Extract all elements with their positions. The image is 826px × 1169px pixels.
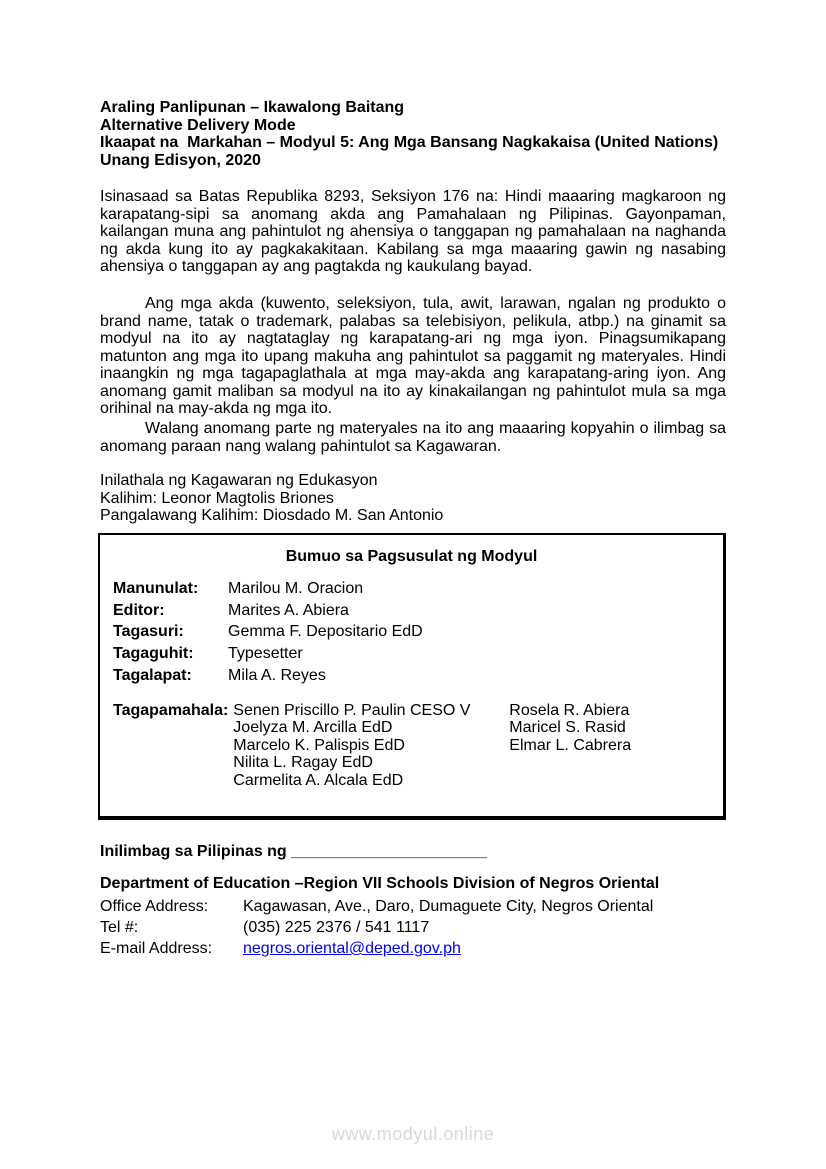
telephone-value: (035) 225 2376 / 541 1117 — [243, 919, 430, 936]
restriction-paragraph: Walang anomang parte ng materyales na ito ang maaaring kopyahin o ilimbag sa anomang paraan nang walang pahintulot sa Kagawaran. — [100, 420, 726, 455]
credits-label: Tagalapat: — [113, 666, 192, 684]
header-module-title-line: Ikaapat na Markahan – Modyul 5: Ang Mga Bansang Nagkakaisa (United Nations) — [100, 134, 719, 151]
telephone-label: Tel #: — [100, 919, 139, 936]
copyright-paragraph: Isinasaad sa Batas Republika 8293, Seksiyon 176 na: Hindi maaaring magkaroon ng karapatang-sipi sa anomang akda ang Pamahalaan ng Pilipinas. Gayonpaman, kailangan muna ang pahintulot ng ahensiya o tanggapan ng pamahalaan na naghanda ng akda kung ito ay pagkakakitaan. Kabilang sa mga maaaring gawin ng nasabing ahensiya o tanggapan ay ang pagtakda ng kaukulang bayad. — [100, 188, 726, 275]
credits-box-title: Bumuo sa Pagsusulat ng Modyul — [285, 548, 538, 565]
credits-row-editor — [113, 600, 723, 622]
telephone-row — [100, 917, 726, 938]
header-subject-line: Araling Panlipunan – Ikawalong Baitang — [100, 99, 405, 116]
credits-value: Gemma F. Depositario EdD — [228, 623, 423, 641]
credits-row-illustrator — [113, 643, 723, 665]
credits-value: Typesetter — [228, 645, 303, 663]
email-link[interactable]: negros.oriental@deped.gov.ph — [243, 940, 461, 957]
printed-by-line — [100, 843, 726, 861]
management-name: Maricel S. Rasid — [509, 719, 626, 737]
credits-row-layout-artist — [113, 665, 723, 687]
credits-rows — [100, 578, 723, 687]
credits-label: Manunulat: — [113, 580, 199, 597]
credits-label: Tagasuri: — [113, 623, 184, 641]
credits-value: Marites A. Abiera — [228, 601, 349, 619]
email-label: E-mail Address: — [100, 940, 213, 957]
publisher-line: Inilathala ng Kagawaran ng Edukasyon — [100, 472, 378, 489]
acknowledgment-paragraph: Ang mga akda (kuwento, seleksiyon, tula, awit, larawan, ngalan ng produkto o brand name, tatak o trademark, palabas sa telebisiyon, pelikula, atbp.) na ginamit sa modyul na ito ay nagtataglay ng karapatang-ari ng mga iyon. Pinagsumikapang matunton ang mga ito upang makuha ang pahintulot sa paggamit ng materyales. Hindi inaangkin ng mga tagapaglathala at mga may-akda ang karapatang-aring iyon. Ang anomang gamit maliban sa modyul na ito ay kinakailangan ng pahintulot mula sa mga orihinal na may-akda ng mga ito. — [100, 295, 726, 417]
office-address-row — [100, 896, 726, 917]
credits-value: Marilou M. Oracion — [228, 580, 364, 597]
management-section — [100, 702, 723, 790]
header-mode-line: Alternative Delivery Mode — [100, 116, 296, 134]
credits-row-writer — [113, 578, 723, 600]
module-header — [100, 99, 726, 169]
management-label: Tagapamahala: — [113, 701, 229, 719]
credits-label: Tagaguhit: — [113, 645, 194, 663]
header-edition-line: Unang Edisyon, 2020 — [100, 151, 261, 169]
printed-by-blank: ______________________ — [291, 843, 487, 860]
office-address-value: Kagawasan, Ave., Daro, Dumaguete City, Negros Oriental — [243, 898, 654, 915]
management-name: Joelyza M. Arcilla EdD — [233, 719, 393, 737]
credits-row-reviewer — [113, 621, 723, 643]
undersecretary-line: Pangalawang Kalihim: Diosdado M. San Antonio — [100, 507, 444, 524]
secretary-line: Kalihim: Leonor Magtolis Briones — [100, 489, 334, 507]
office-address-label: Office Address: — [100, 898, 209, 915]
management-column-1 — [233, 702, 509, 790]
management-name: Senen Priscillo P. Paulin CESO V — [233, 701, 471, 719]
management-name: Rosela R. Abiera — [509, 701, 630, 719]
credits-value: Mila A. Reyes — [228, 666, 326, 684]
publisher-info — [100, 472, 726, 525]
credits-label: Editor: — [113, 601, 165, 619]
email-row — [100, 938, 726, 959]
management-name: Carmelita A. Alcala EdD — [233, 771, 404, 789]
watermark: www.modyul.online — [331, 1124, 495, 1144]
management-name: Nilita L. Ragay EdD — [233, 754, 373, 772]
department-name: Department of Education –Region VII Schools Division of Negros Oriental — [100, 875, 660, 892]
management-name: Marcelo K. Palispis EdD — [233, 736, 405, 754]
management-name: Elmar L. Cabrera — [509, 736, 632, 754]
credits-box — [98, 533, 726, 820]
department-info — [100, 875, 726, 959]
management-column-2 — [509, 702, 723, 790]
printed-by-label: Inilimbag sa Pilipinas ng — [100, 843, 287, 860]
